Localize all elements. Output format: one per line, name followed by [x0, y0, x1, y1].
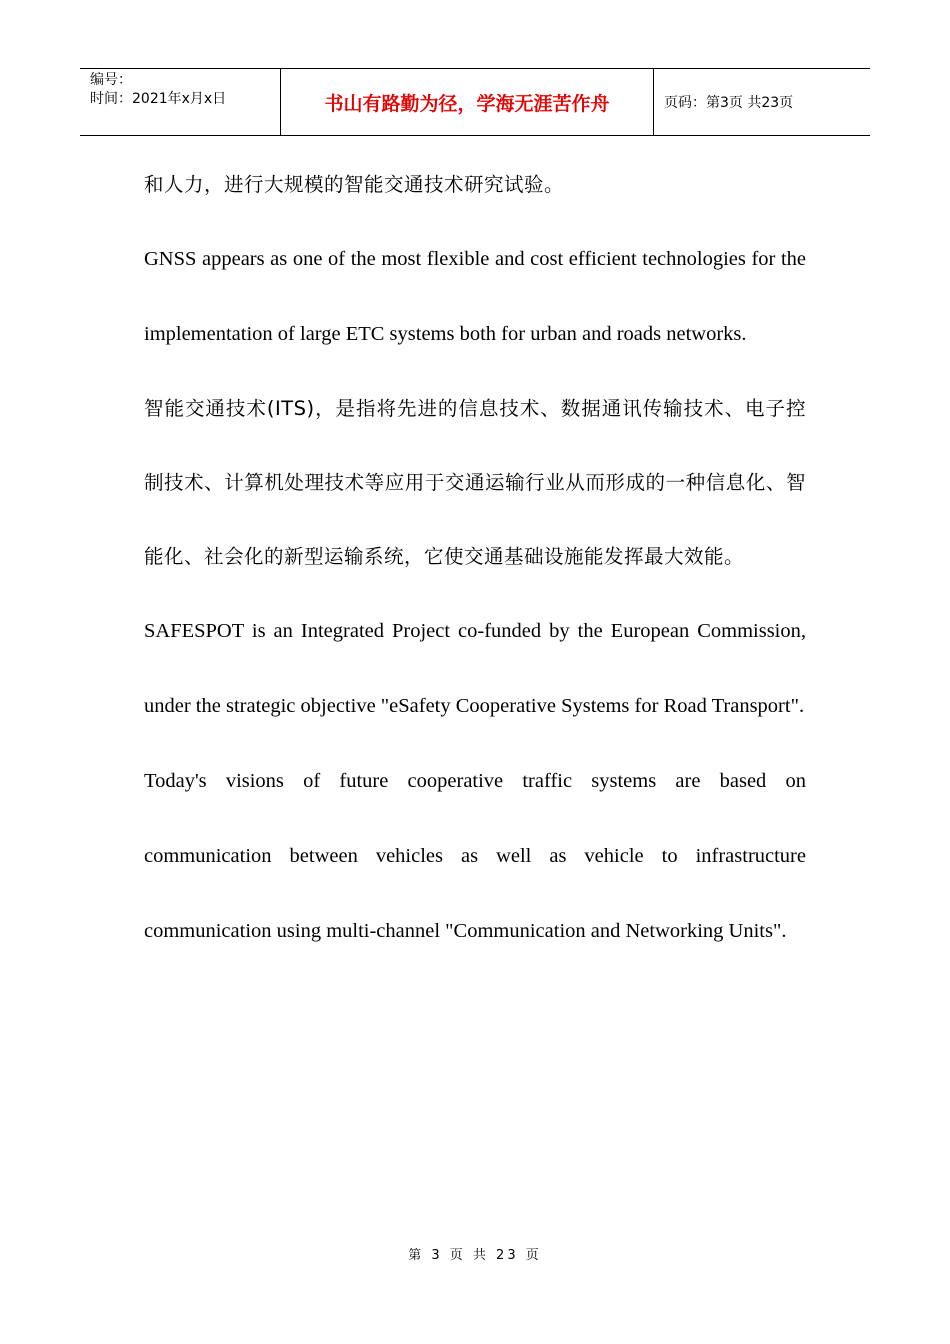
paragraph-safespot: SAFESPOT is an Integrated Project co-funded by the European Commission, under the strategic objective "eSafety Cooperative Systems for Road Transport". — [144, 620, 806, 717]
date-label: 时间：2021年x月x日 — [90, 91, 227, 107]
paragraph-gnss: GNSS appears as one of the most flexible and cost efficient technologies for the implementation of large ETC systems both for urban and roads networks. — [144, 248, 806, 345]
page-header — [80, 68, 870, 136]
header-page-info: 页码：第3页 共23页 — [664, 95, 794, 111]
page-footer: 第 3 页 共 23 页 — [408, 1248, 542, 1263]
document-body — [144, 160, 806, 969]
serial-number-label: 编号： — [90, 72, 132, 88]
paragraph-cooperative-traffic: Today's visions of future cooperative traffic systems are based on communication between vehicles as well as vehicle to infrastructure communication using multi-channel "Communication and Networking Units". — [144, 770, 806, 942]
header-motto: 书山有路勤为径，学海无涯苦作舟 — [281, 69, 654, 135]
paragraph-its-definition: 智能交通技术(ITS)，是指将先进的信息技术、数据通讯传输技术、电子控制技术、计算机处理技术等应用于交通运输行业从而形成的一种信息化、智能化、社会化的新型运输系统，它使交通基础设施能发挥最大效能。 — [144, 397, 806, 568]
header-meta-cell — [80, 69, 281, 135]
paragraph-cn-continuation: 和人力，进行大规模的智能交通技术研究试验。 — [144, 173, 565, 196]
